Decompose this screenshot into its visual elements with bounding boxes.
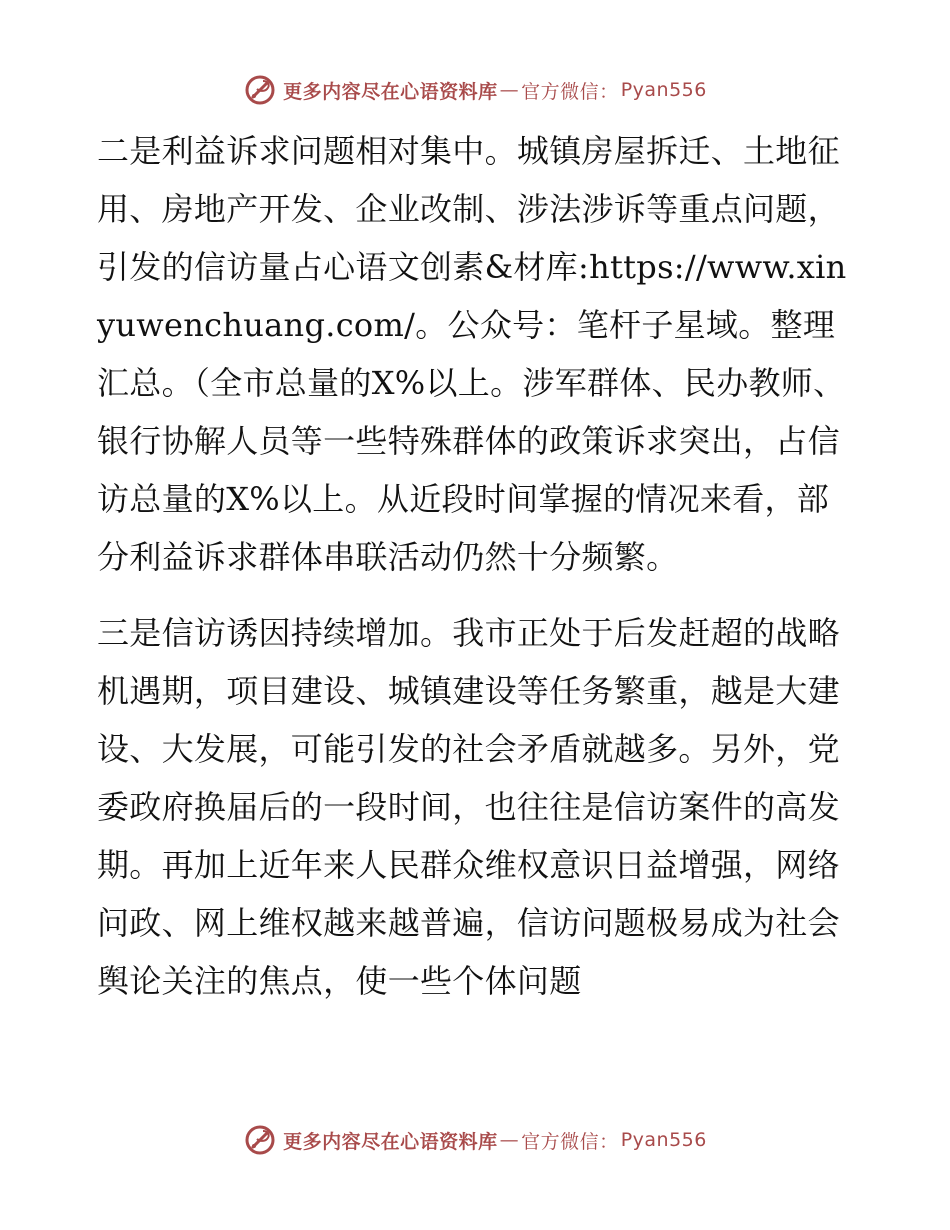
footer-watermark bbox=[0, 1118, 950, 1162]
header-watermark bbox=[0, 68, 950, 112]
quill-seal-icon bbox=[243, 73, 277, 107]
quill-seal-icon bbox=[243, 1123, 277, 1157]
watermark-text bbox=[283, 1127, 707, 1154]
watermark-wechat-id: Pyan556 bbox=[620, 79, 707, 101]
document-body bbox=[97, 122, 857, 1010]
watermark-separator: — bbox=[499, 1129, 520, 1151]
watermark-main: 更多内容尽在心语资料库 bbox=[283, 1130, 498, 1153]
watermark-label: 官方微信： bbox=[521, 1130, 619, 1153]
watermark-label: 官方微信： bbox=[521, 80, 619, 103]
watermark-separator: — bbox=[499, 79, 520, 101]
paragraph-1: 二是利益诉求问题相对集中。城镇房屋拆迁、土地征用、房地产开发、企业改制、涉法涉诉等重点问题，引发的信访量占心语文创素&材库:https://www.xinyuwenchuang.com/。公众号：笔杆子星域。整理汇总。（全市总量的X%以上。涉军群体、民办教师、银行协解人员等一些特殊群体的政策诉求突出，占信访总量的X%以上。从近段时间掌握的情况来看，部分利益诉求群体串联活动仍然十分频繁。 bbox=[97, 132, 847, 576]
watermark-wechat-id: Pyan556 bbox=[620, 1129, 707, 1151]
paragraph-2: 三是信访诱因持续增加。我市正处于后发赶超的战略机遇期，项目建设、城镇建设等任务繁重，越是大建设、大发展，可能引发的社会矛盾就越多。另外，党委政府换届后的一段时间，也往往是信访案件的高发期。再加上近年来人民群众维权意识日益增强，网络问政、网上维权越来越普遍，信访问题极易成为社会舆论关注的焦点，使一些个体问题 bbox=[97, 614, 840, 1000]
watermark-main: 更多内容尽在心语资料库 bbox=[283, 80, 498, 103]
watermark-text bbox=[283, 77, 707, 104]
